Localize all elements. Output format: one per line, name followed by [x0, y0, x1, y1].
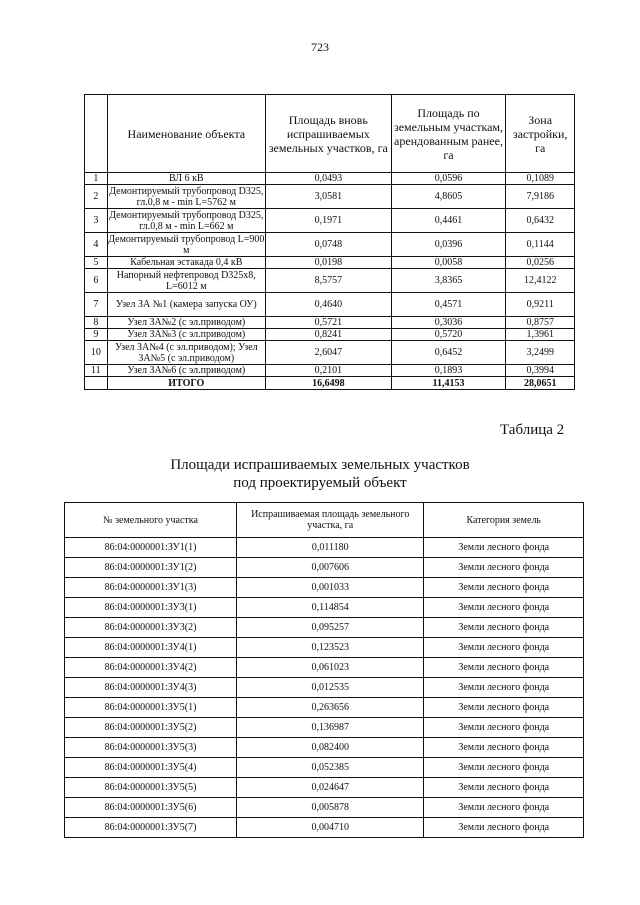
zone-area: 0,0256 — [506, 257, 575, 269]
table-row — [85, 293, 575, 317]
parcel-area: 0,011180 — [236, 538, 423, 558]
table-row — [85, 209, 575, 233]
parcel-number: 86:04:0000001:ЗУ5(2) — [65, 718, 237, 738]
row-number: 3 — [85, 209, 108, 233]
table-row — [85, 185, 575, 209]
row-number: 11 — [85, 365, 108, 377]
land-category: Земли лесного фонда — [424, 758, 584, 778]
object-name: Узел ЗА №1 (камера запуска ОУ) — [107, 293, 265, 317]
object-name: Демонтируемый трубопровод D325, гл.0,8 м - min L=662 м — [107, 209, 265, 233]
new-area: 8,5757 — [265, 269, 391, 293]
parcels-table — [64, 502, 584, 838]
parcel-number: 86:04:0000001:ЗУ4(2) — [65, 658, 237, 678]
table-row — [65, 618, 584, 638]
parcel-area: 0,123523 — [236, 638, 423, 658]
parcel-area: 0,082400 — [236, 738, 423, 758]
zone-area: 3,2499 — [506, 341, 575, 365]
parcel-area: 0,001033 — [236, 578, 423, 598]
total-leased-area: 11,4153 — [391, 377, 506, 390]
header-new-area: Площадь вновь испрашиваемых земельных участков, га — [265, 95, 391, 173]
land-category: Земли лесного фонда — [424, 798, 584, 818]
parcel-area: 0,114854 — [236, 598, 423, 618]
table-row — [65, 798, 584, 818]
table-row — [65, 738, 584, 758]
parcel-number: 86:04:0000001:ЗУ1(3) — [65, 578, 237, 598]
table2-title — [0, 456, 640, 492]
land-category: Земли лесного фонда — [424, 578, 584, 598]
parcel-number: 86:04:0000001:ЗУ1(2) — [65, 558, 237, 578]
table-row — [65, 598, 584, 618]
table-row — [65, 818, 584, 838]
row-number: 9 — [85, 329, 108, 341]
object-name: Узел ЗА№3 (с эл.приводом) — [107, 329, 265, 341]
parcel-number: 86:04:0000001:ЗУ5(7) — [65, 818, 237, 838]
parcel-number: 86:04:0000001:ЗУ3(2) — [65, 618, 237, 638]
land-category: Земли лесного фонда — [424, 598, 584, 618]
parcel-area: 0,061023 — [236, 658, 423, 678]
table-row — [85, 233, 575, 257]
leased-area: 0,4571 — [391, 293, 506, 317]
table-row — [65, 578, 584, 598]
new-area: 0,0748 — [265, 233, 391, 257]
parcel-area: 0,004710 — [236, 818, 423, 838]
header-name: Наименование объекта — [107, 95, 265, 173]
land-category: Земли лесного фонда — [424, 618, 584, 638]
parcel-number: 86:04:0000001:ЗУ4(1) — [65, 638, 237, 658]
table-row — [85, 329, 575, 341]
land-category: Земли лесного фонда — [424, 558, 584, 578]
parcel-number: 86:04:0000001:ЗУ5(4) — [65, 758, 237, 778]
zone-area: 7,9186 — [506, 185, 575, 209]
leased-area: 0,6452 — [391, 341, 506, 365]
row-number: 10 — [85, 341, 108, 365]
leased-area: 0,3036 — [391, 317, 506, 329]
row-number: 8 — [85, 317, 108, 329]
table-row — [65, 758, 584, 778]
parcel-area: 0,012535 — [236, 678, 423, 698]
row-number: 4 — [85, 233, 108, 257]
leased-area: 0,5720 — [391, 329, 506, 341]
parcel-area: 0,095257 — [236, 618, 423, 638]
parcel-area: 0,052385 — [236, 758, 423, 778]
header-zone: Зона застройки, га — [506, 95, 575, 173]
land-category: Земли лесного фонда — [424, 718, 584, 738]
total-row — [85, 377, 575, 390]
table-row — [65, 698, 584, 718]
new-area: 0,5721 — [265, 317, 391, 329]
zone-area: 0,6432 — [506, 209, 575, 233]
land-category: Земли лесного фонда — [424, 678, 584, 698]
row-number: 7 — [85, 293, 108, 317]
leased-area: 0,0396 — [391, 233, 506, 257]
header-leased-area: Площадь по земельным участкам, арендованным ранее, га — [391, 95, 506, 173]
land-category: Земли лесного фонда — [424, 818, 584, 838]
table-row — [65, 678, 584, 698]
parcel-number: 86:04:0000001:ЗУ1(1) — [65, 538, 237, 558]
new-area: 0,1971 — [265, 209, 391, 233]
zone-area: 12,4122 — [506, 269, 575, 293]
new-area: 0,0493 — [265, 173, 391, 185]
parcel-number: 86:04:0000001:ЗУ5(5) — [65, 778, 237, 798]
objects-area-table — [84, 94, 575, 390]
land-category: Земли лесного фонда — [424, 778, 584, 798]
parcels-header-row — [65, 503, 584, 538]
new-area: 3,0581 — [265, 185, 391, 209]
zone-area: 0,1144 — [506, 233, 575, 257]
total-number-cell — [85, 377, 108, 390]
table-row — [65, 658, 584, 678]
object-name: Демонтируемый трубопровод D325, гл.0,8 м - min L=5762 м — [107, 185, 265, 209]
object-name: Напорный нефтепровод D325х8, L=6012 м — [107, 269, 265, 293]
total-label: ИТОГО — [107, 377, 265, 390]
parcel-area: 0,263656 — [236, 698, 423, 718]
leased-area: 0,4461 — [391, 209, 506, 233]
leased-area: 4,8605 — [391, 185, 506, 209]
parcel-area: 0,007606 — [236, 558, 423, 578]
table-row — [85, 365, 575, 377]
land-category: Земли лесного фонда — [424, 698, 584, 718]
object-name: ВЛ 6 кВ — [107, 173, 265, 185]
header-category: Категория земель — [424, 503, 584, 538]
row-number: 6 — [85, 269, 108, 293]
parcel-number: 86:04:0000001:ЗУ5(6) — [65, 798, 237, 818]
land-category: Земли лесного фонда — [424, 638, 584, 658]
parcel-area: 0,005878 — [236, 798, 423, 818]
land-category: Земли лесного фонда — [424, 538, 584, 558]
header-number — [85, 95, 108, 173]
zone-area: 0,9211 — [506, 293, 575, 317]
table2-label: Таблица 2 — [500, 422, 565, 438]
table-row — [65, 558, 584, 578]
row-number: 2 — [85, 185, 108, 209]
parcels-table-body — [65, 538, 584, 838]
new-area: 2,6047 — [265, 341, 391, 365]
object-name: Узел ЗА№6 (с эл.приводом) — [107, 365, 265, 377]
land-category: Земли лесного фонда — [424, 658, 584, 678]
zone-area: 0,8757 — [506, 317, 575, 329]
total-zone: 28,0651 — [506, 377, 575, 390]
parcel-number: 86:04:0000001:ЗУ5(1) — [65, 698, 237, 718]
zone-area: 1,3961 — [506, 329, 575, 341]
new-area: 0,0198 — [265, 257, 391, 269]
leased-area: 3,8365 — [391, 269, 506, 293]
table-row — [85, 257, 575, 269]
header-area: Испрашиваемая площадь земельного участка, га — [236, 503, 423, 538]
new-area: 0,8241 — [265, 329, 391, 341]
table-row — [65, 538, 584, 558]
table-row — [65, 638, 584, 658]
header-parcel: № земельного участка — [65, 503, 237, 538]
new-area: 0,2101 — [265, 365, 391, 377]
parcel-number: 86:04:0000001:ЗУ3(1) — [65, 598, 237, 618]
row-number: 1 — [85, 173, 108, 185]
total-new-area: 16,6498 — [265, 377, 391, 390]
table-row — [65, 718, 584, 738]
land-category: Земли лесного фонда — [424, 738, 584, 758]
page-number: 723 — [311, 40, 329, 54]
parcel-area: 0,024647 — [236, 778, 423, 798]
new-area: 0,4640 — [265, 293, 391, 317]
objects-table-body — [85, 173, 575, 377]
table-row — [85, 173, 575, 185]
leased-area: 0,0058 — [391, 257, 506, 269]
table-row — [85, 317, 575, 329]
leased-area: 0,1893 — [391, 365, 506, 377]
object-name: Узел ЗА№2 (с эл.приводом) — [107, 317, 265, 329]
table-header-row — [85, 95, 575, 173]
table-row — [65, 778, 584, 798]
table2-title-line1: Площади испрашиваемых земельных участков — [170, 457, 470, 473]
table-row — [85, 341, 575, 365]
parcel-number: 86:04:0000001:ЗУ5(3) — [65, 738, 237, 758]
table2-title-line2: под проектируемый объект — [233, 475, 407, 491]
table-row — [85, 269, 575, 293]
object-name: Кабельная эстакада 0,4 кВ — [107, 257, 265, 269]
zone-area: 0,1089 — [506, 173, 575, 185]
zone-area: 0,3994 — [506, 365, 575, 377]
row-number: 5 — [85, 257, 108, 269]
object-name: Демонтируемый трубопровод L=900 м — [108, 233, 265, 256]
parcel-area: 0,136987 — [236, 718, 423, 738]
object-name: Узел ЗА№4 (с эл.приводом); Узел ЗА№5 (с эл.приводом) — [107, 341, 265, 365]
leased-area: 0,0596 — [391, 173, 506, 185]
parcel-number: 86:04:0000001:ЗУ4(3) — [65, 678, 237, 698]
